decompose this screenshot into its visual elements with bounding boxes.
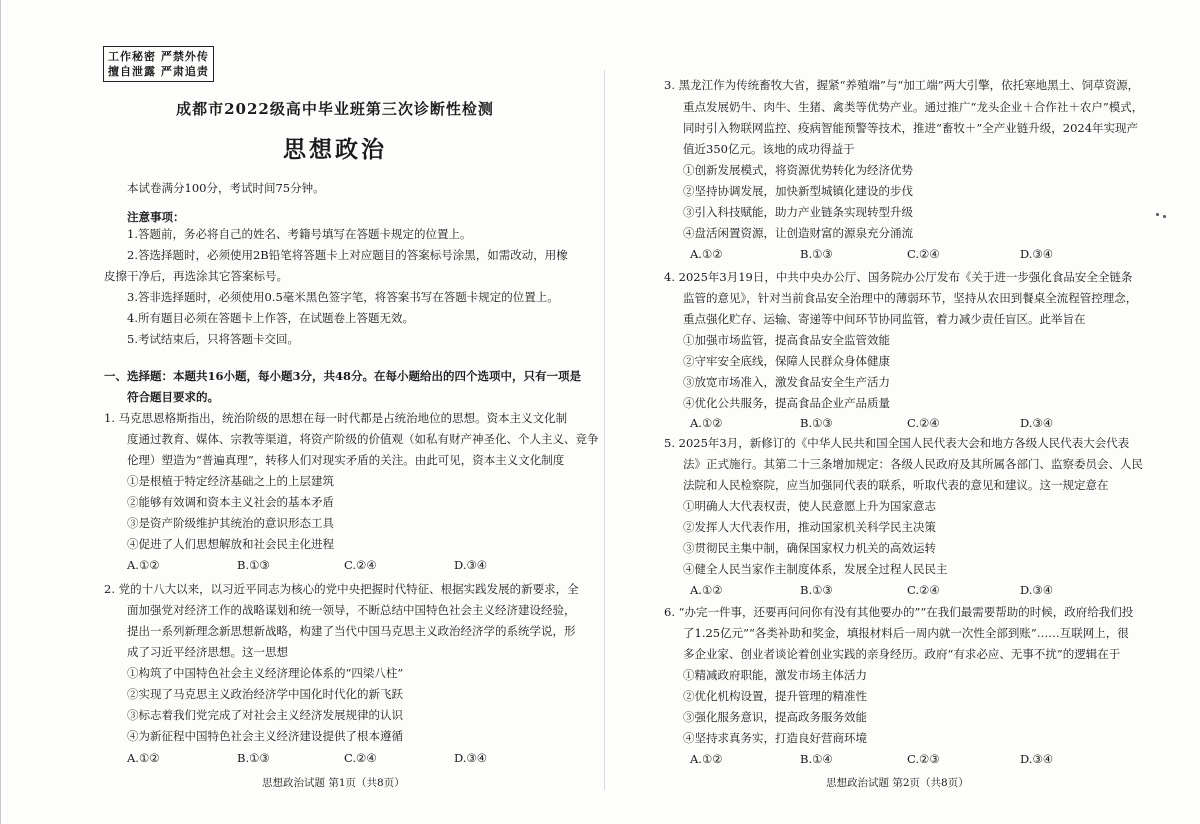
question-4-option: ②守牢安全底线，保障人民群众身体健康: [683, 354, 890, 368]
choice-d[interactable]: D.③④: [454, 558, 488, 572]
choice-a[interactable]: A.①②: [690, 416, 723, 430]
question-2-option: ②实现了马克思主义政治经济学中国化时代化的新飞跃: [127, 687, 403, 701]
choice-b[interactable]: B.①③: [237, 558, 270, 572]
question-5-option: ①明确人大代表权责，使人民意愿上升为国家意志: [683, 499, 936, 513]
question-1-option: ②能够有效调和资本主义社会的基本矛盾: [127, 495, 334, 509]
page-fold: [604, 70, 605, 790]
question-6-stem: 6. “办完一件事，还要再问问你有没有其他要办的”“在我们最需要帮助的时候，政府给我们投: [664, 605, 1134, 619]
question-6-option: ③强化服务意识，提高政务服务效能: [683, 710, 867, 724]
page-footer-left: 思想政治试题 第1页（共8页）: [262, 777, 405, 789]
page-footer-right: 思想政治试题 第2页（共8页）: [826, 777, 969, 789]
scan-speck: [1156, 213, 1159, 216]
question-5-stem: 法》正式施行。其第二十三条增加规定：各级人民政府及其所属各部门、监察委员会、人民: [683, 457, 1143, 471]
section-heading: 符合题目要求的。: [127, 390, 219, 404]
choice-a[interactable]: A.①②: [127, 558, 160, 572]
question-6-option: ②优化机构设置，提升管理的精准性: [683, 689, 867, 703]
question-2-stem: 提出一系列新理念新思想新战略，构建了当代中国马克思主义政治经济学的系统学说，形: [127, 624, 576, 638]
choice-a[interactable]: A.①②: [690, 247, 723, 261]
stamp-line: 工作秘密 严禁外传: [108, 50, 209, 63]
choice-d[interactable]: D.③④: [1020, 416, 1054, 430]
section-heading: 一、选择题：本题共16小题，每小题3分，共48分。在每小题给出的四个选项中，只有一项是: [104, 369, 582, 383]
notice-line: 5.考试结束后，只将答题卡交回。: [127, 332, 299, 346]
question-4-stem: 重点强化贮存、运输、寄递等中间环节协同监管，着力减少责任盲区。此举旨在: [683, 312, 1086, 326]
question-1-stem: 伦理）塑造为“普遍真理”，转移人们对现实矛盾的关注。由此可见，资本主义文化制度: [127, 453, 565, 467]
choice-d[interactable]: D.③④: [1020, 247, 1054, 261]
choice-b[interactable]: B.①③: [800, 583, 833, 597]
question-5-stem: 法院和人民检察院，应当加强同代表的联系，听取代表的意见和建议。这一规定意在: [683, 478, 1109, 492]
question-3-stem: 3. 黑龙江作为传统畜牧大省，握紧“养殖端”与“加工端”两大引擎，依托寒地黑土、饲草资源，: [664, 78, 1140, 92]
choice-b[interactable]: B.①④: [800, 752, 833, 766]
choice-b[interactable]: B.①③: [800, 247, 833, 261]
question-4-stem: 监管的意见》，针对当前食品安全治理中的薄弱环节，坚持从农田到餐桌全流程管控理念，: [683, 291, 1138, 305]
scan-speck: [1163, 215, 1166, 218]
score-time-note: 本试卷满分100分，考试时间75分钟。: [127, 181, 325, 195]
stamp-line: 擅自泄露 严肃追责: [108, 65, 209, 78]
notice-heading: 注意事项：: [127, 210, 185, 224]
question-6-stem: 了1.25亿元”“各类补助和奖金，填报材料后一周内就一次性全部到账”……互联网上，很: [683, 626, 1129, 640]
confidential-stamp: [103, 46, 214, 82]
question-3-option: ③引入科技赋能，助力产业链条实现转型升级: [683, 205, 913, 219]
question-5-stem: 5. 2025年3月，新修订的《中华人民共和国全国人民代表大会和地方各级人民代表大会代表: [664, 436, 1130, 450]
choice-a[interactable]: A.①②: [690, 583, 723, 597]
question-1-option: ①是根植于特定经济基础之上的上层建筑: [127, 474, 334, 488]
question-2-stem: 2. 党的十八大以来，以习近平同志为核心的党中央把握时代特征、根据实践发展的新要求，全: [104, 582, 579, 596]
choice-a[interactable]: A.①②: [690, 752, 723, 766]
choice-a[interactable]: A.①②: [127, 751, 160, 765]
choice-d[interactable]: D.③④: [1020, 583, 1054, 597]
question-3-option: ②坚持协调发展，加快新型城镇化建设的步伐: [683, 184, 913, 198]
question-5-option: ③贯彻民主集中制，确保国家权力机关的高效运转: [683, 541, 936, 555]
choice-c[interactable]: C.②④: [907, 583, 940, 597]
question-3-stem: 重点发展奶牛、肉牛、生猪、禽类等优势产业。通过推广“龙头企业＋合作社＋农户”模式，: [683, 100, 1144, 114]
question-1-stem: 度通过教育、媒体、宗教等渠道，将资产阶级的价值观（如私有财产神圣化、个人主义、竞争: [127, 432, 599, 446]
notice-line: 3.答非选择题时，必须使用0.5毫米黑色签字笔，将答案书写在答题卡规定的位置上。: [127, 290, 559, 304]
notice-line: 皮擦干净后，再选涂其它答案标号。: [104, 269, 288, 283]
notice-line: 1.答题前，务必将自己的姓名、考籍号填写在答题卡规定的位置上。: [127, 227, 472, 241]
question-2-option: ③标志着我们党完成了对社会主义经济发展规律的认识: [127, 708, 403, 722]
question-2-option: ④为新征程中国特色社会主义经济建设提供了根本遵循: [127, 729, 403, 743]
subject-title: 思想政治: [283, 136, 387, 163]
question-3-stem: 值近350亿元。该地的成功得益于: [683, 142, 855, 156]
question-2-stem: 成了习近平经济思想。这一思想: [127, 645, 288, 659]
choice-c[interactable]: C.②④: [344, 558, 377, 572]
question-2-option: ①构筑了中国特色社会主义经济理论体系的“四梁八柱”: [127, 666, 404, 680]
question-3-option: ④盘活闲置资源，让创造财富的源泉充分涌流: [683, 226, 913, 240]
question-4-option: ③放宽市场准入，激发食品安全生产活力: [683, 375, 890, 389]
choice-d[interactable]: D.③④: [1020, 752, 1054, 766]
notice-line: 4.所有题目必须在答题卡上作答，在试题卷上答题无效。: [127, 311, 414, 325]
exam-title: 成都市2022级高中毕业班第三次诊断性检测: [176, 100, 494, 118]
scan-edge: [0, 0, 1, 824]
question-1-stem: 1. 马克思恩格斯指出，统治阶级的思想在每一时代都是占统治地位的思想。资本主义文化制: [104, 411, 568, 425]
choice-c[interactable]: C.②③: [907, 752, 940, 766]
question-1-option: ④促进了人们思想解放和社会民主化进程: [127, 537, 334, 551]
choice-c[interactable]: C.②④: [344, 751, 377, 765]
question-6-option: ④坚持求真务实，打造良好营商环境: [683, 731, 867, 745]
choice-b[interactable]: B.①③: [800, 416, 833, 430]
question-2-stem: 面加强党对经济工作的战略谋划和统一领导，不断总结中国特色社会主义经济建设经验，: [127, 603, 576, 617]
question-6-stem: 多企业家、创业者谈论着创业实践的亲身经历。政府“有求必应、无事不扰”的逻辑在于: [683, 647, 1121, 661]
choice-d[interactable]: D.③④: [454, 751, 488, 765]
question-6-option: ①精减政府职能，激发市场主体活力: [683, 668, 867, 682]
question-3-option: ①创新发展模式，将资源优势转化为经济优势: [683, 163, 913, 177]
question-4-option: ①加强市场监管，提高食品安全监管效能: [683, 333, 890, 347]
choice-b[interactable]: B.①③: [237, 751, 270, 765]
question-5-option: ④健全人民当家作主制度体系，发展全过程人民民主: [683, 562, 948, 576]
choice-c[interactable]: C.②④: [907, 416, 940, 430]
question-1-option: ③是资产阶级维护其统治的意识形态工具: [127, 516, 334, 530]
question-4-option: ④优化公共服务，提高食品企业产品质量: [683, 396, 890, 410]
question-3-stem: 同时引入物联网监控、疫病智能预警等技术，推进“畜牧＋”全产业链升级，2024年实现产: [683, 121, 1139, 135]
notice-line: 2.答选择题时，必须使用2B铅笔将答题卡上对应题目的答案标号涂黑，如需改动，用橡: [127, 248, 568, 262]
question-4-stem: 4. 2025年3月19日，中共中央办公厅、国务院办公厅发布《关于进一步强化食品安全全链条: [664, 270, 1133, 284]
question-5-option: ②发挥人大代表作用，推动国家机关科学民主决策: [683, 520, 936, 534]
choice-c[interactable]: C.②④: [907, 247, 940, 261]
